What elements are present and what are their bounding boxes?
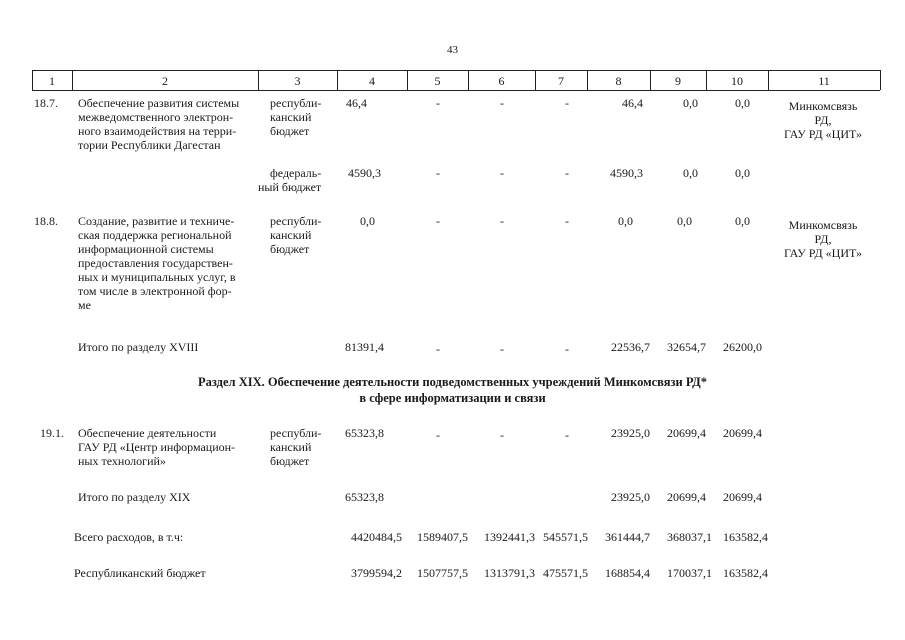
value-cell: 22536,7 [611, 340, 650, 354]
value-cell: - [565, 214, 569, 228]
row-name-line: ская поддержка региональной [78, 228, 232, 242]
row-number: 18.7. [34, 96, 58, 110]
header-cell: 1 [49, 74, 55, 88]
header-cell: 11 [818, 74, 830, 88]
header-cell: 4 [369, 74, 375, 88]
page-number: 43 [447, 44, 458, 56]
row-number: 18.8. [34, 214, 58, 228]
value-cell: 545571,5 [543, 530, 588, 544]
value-cell: 163582,4 [723, 566, 768, 580]
value-cell: 0,0 [677, 214, 692, 228]
value-cell: 32654,7 [667, 340, 706, 354]
budget-line: канский [270, 228, 312, 242]
value-cell: 46,4 [622, 96, 643, 110]
row-name-line: том числе в электронной фор- [78, 284, 232, 298]
value-cell: - [500, 214, 504, 228]
budget-line: бюджет [270, 242, 310, 256]
value-cell: 3799594,2 [351, 566, 402, 580]
executor-line: РД, [814, 232, 832, 246]
row-name-line: ме [78, 298, 91, 312]
value-cell: 65323,8 [345, 490, 384, 504]
budget-line: ный бюджет [258, 180, 322, 194]
header-cell: 3 [294, 74, 301, 88]
value-cell: 20699,4 [723, 426, 762, 440]
header-top-border [32, 70, 880, 71]
section-title: Раздел XIX. Обеспечение деятельности подведомственных учреждений Минкомсвязи РД* [198, 375, 707, 389]
value-cell: - [565, 342, 569, 356]
section-subtitle: в сфере информатизации и связи [359, 391, 546, 405]
budget-line: канский [270, 440, 312, 454]
executor-line: Минкомсвязь [788, 99, 858, 113]
value-cell: 23925,0 [611, 490, 650, 504]
value-cell: 81391,4 [345, 340, 384, 354]
header-cell: 7 [558, 74, 564, 88]
header-bottom-border [32, 90, 880, 91]
value-cell: 368037,1 [667, 530, 712, 544]
executor-line: ГАУ РД «ЦИТ» [783, 246, 863, 260]
budget-line: республи- [270, 426, 322, 440]
row-number: 19.1. [40, 426, 64, 440]
value-cell: 0,0 [360, 214, 375, 228]
header-cell: 9 [675, 74, 681, 88]
value-cell: 4590,3 [610, 166, 643, 180]
budget-line: канский [270, 110, 312, 124]
header-divider [880, 70, 881, 90]
value-cell: 163582,4 [723, 530, 768, 544]
value-cell: 23925,0 [611, 426, 650, 440]
budget-line: республи- [270, 96, 322, 110]
row-name-line: Создание, развитие и техниче- [78, 214, 235, 228]
header-cell: 10 [731, 74, 743, 88]
value-cell: 0,0 [618, 214, 633, 228]
total-label: Республиканский бюджет [74, 566, 206, 580]
total-label: Всего расходов, в т.ч: [74, 530, 184, 544]
value-cell: 20699,4 [667, 426, 706, 440]
row-name-line: Обеспечение развития системы [78, 96, 240, 110]
value-cell: - [565, 96, 569, 110]
row-name-line: ГАУ РД «Центр информацион- [78, 440, 236, 454]
header-cell: 8 [615, 74, 622, 88]
value-cell: - [500, 428, 504, 442]
value-cell: - [500, 342, 504, 356]
budget-line: бюджет [270, 454, 310, 468]
total-label: Итого по разделу XVIII [78, 340, 199, 354]
row-name-line: Обеспечение деятельности [78, 426, 217, 440]
row-name-line: информационной системы [78, 242, 214, 256]
value-cell: 26200,0 [723, 340, 762, 354]
value-cell: - [565, 166, 569, 180]
row-name-line: ного взаимодействия на терри- [78, 124, 237, 138]
value-cell: 1589407,5 [417, 530, 468, 544]
value-cell: 168854,4 [605, 566, 650, 580]
value-cell: 0,0 [683, 96, 698, 110]
value-cell: 0,0 [735, 166, 750, 180]
row-name-line: ных и муниципальных услуг, в [78, 270, 236, 284]
value-cell: - [436, 166, 440, 180]
row-name-line: тории Республики Дагестан [78, 138, 221, 152]
value-cell: 1313791,3 [484, 566, 535, 580]
value-cell: 0,0 [683, 166, 698, 180]
value-cell: 0,0 [735, 214, 750, 228]
value-cell: - [500, 166, 504, 180]
value-cell: 4420484,5 [351, 530, 402, 544]
value-cell: 475571,5 [543, 566, 588, 580]
value-cell: - [500, 96, 504, 110]
budget-line: бюджет [270, 124, 310, 138]
row-name-line: предоставления государствен- [78, 256, 233, 270]
value-cell: 65323,8 [345, 426, 384, 440]
value-cell: 20699,4 [667, 490, 706, 504]
total-label: Итого по разделу XIX [78, 490, 191, 504]
value-cell: 4590,3 [348, 166, 381, 180]
value-cell: 170037,1 [667, 566, 712, 580]
executor-line: Минкомсвязь [788, 218, 858, 232]
value-cell: 1507757,5 [417, 566, 468, 580]
value-cell: 361444,7 [605, 530, 650, 544]
value-cell: 1392441,3 [484, 530, 535, 544]
value-cell: - [565, 428, 569, 442]
header-cell: 6 [498, 74, 505, 88]
budget-line: федераль- [270, 166, 322, 180]
value-cell: - [436, 96, 440, 110]
value-cell: 46,4 [346, 96, 367, 110]
value-cell: 20699,4 [723, 490, 762, 504]
value-cell: - [436, 214, 440, 228]
header-cell: 5 [434, 74, 441, 88]
executor-line: РД, [814, 113, 832, 127]
header-cell: 2 [162, 74, 168, 88]
value-cell: - [436, 342, 440, 356]
value-cell: - [436, 428, 440, 442]
budget-line: республи- [270, 214, 322, 228]
executor-line: ГАУ РД «ЦИТ» [783, 127, 863, 141]
row-name-line: межведомственного электрон- [78, 110, 234, 124]
value-cell: 0,0 [735, 96, 750, 110]
row-name-line: ных технологий» [78, 454, 166, 468]
